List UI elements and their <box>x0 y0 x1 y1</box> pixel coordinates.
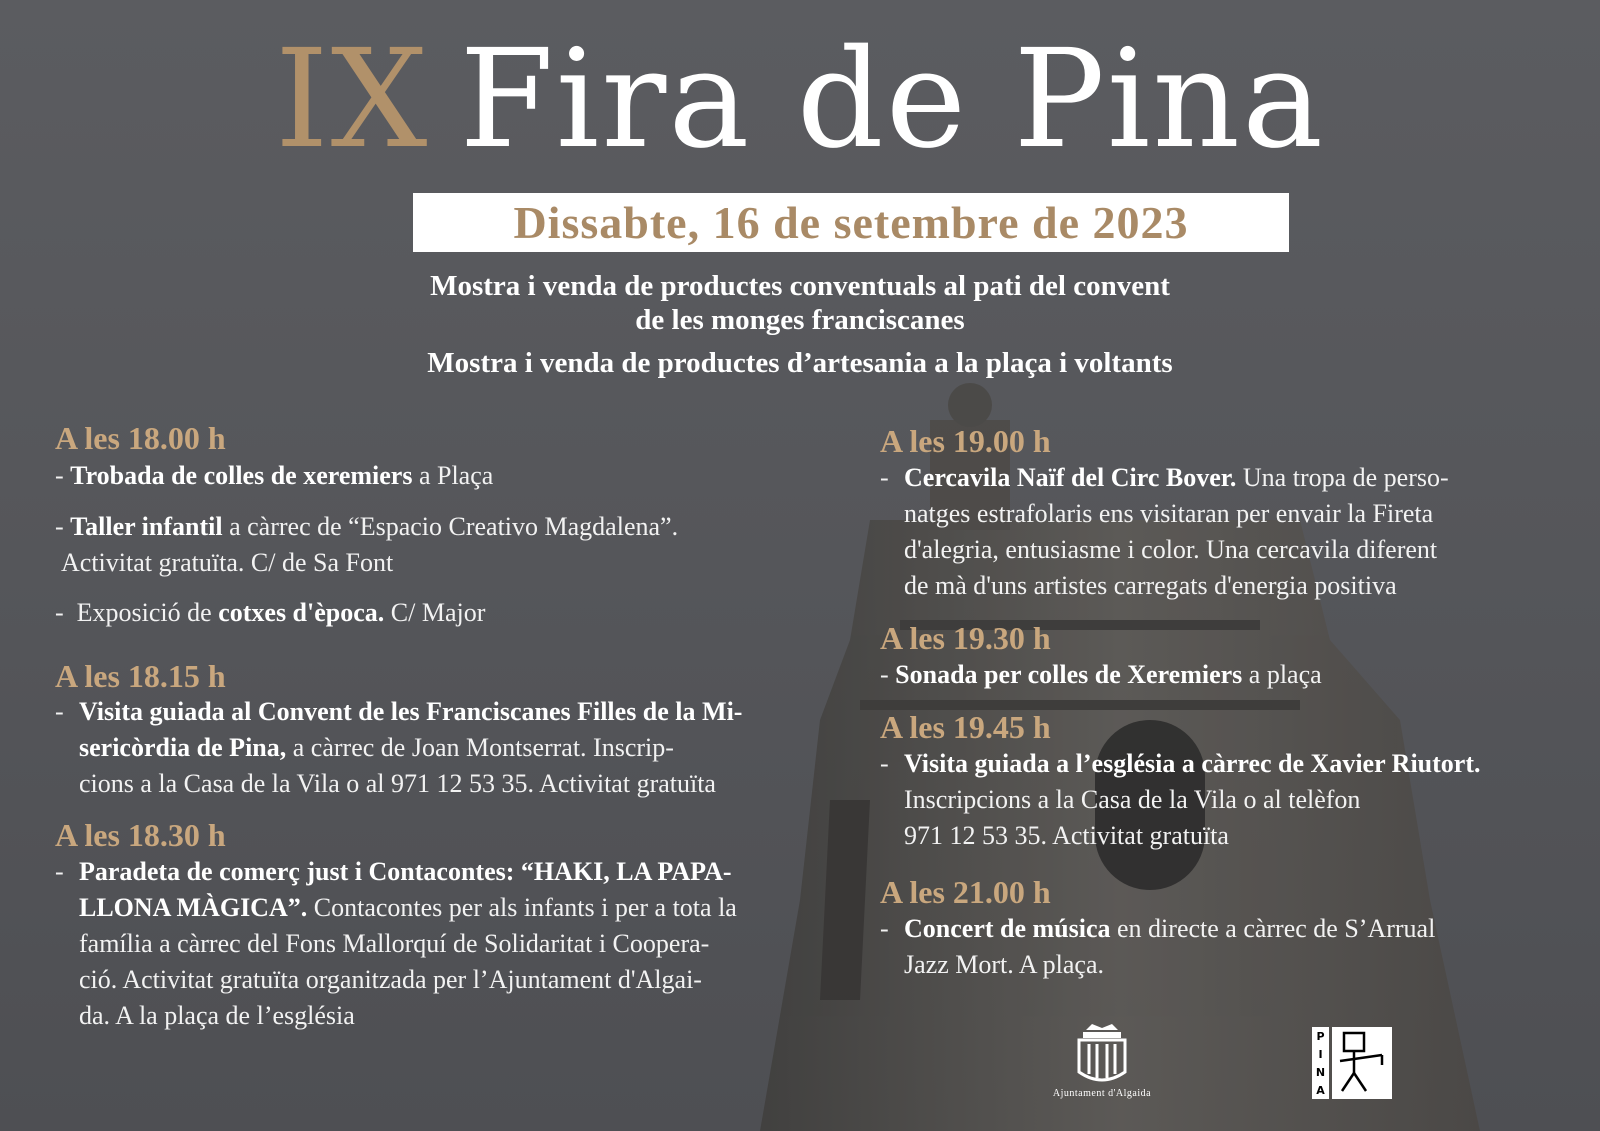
pina-letter: I <box>1318 1047 1323 1061</box>
event-text: Una tropa de perso- <box>1236 463 1449 492</box>
time-header-1930: A les 19.30 h <box>880 620 1051 656</box>
event-text: Exposició de <box>76 598 219 627</box>
event-cercavila <box>880 460 1580 604</box>
pina-letter: A <box>1316 1083 1325 1097</box>
event-text: 971 12 53 35. Activitat gratuïta <box>904 821 1229 850</box>
pina-figure-box <box>1332 1027 1392 1099</box>
intro-line-1a: Mostra i venda de productes conventuals al pati del convent <box>430 270 1170 302</box>
time-header-2100: A les 21.00 h <box>880 874 1051 910</box>
bullet-dash: - <box>55 857 64 886</box>
event-title: Trobada de colles de xeremiers <box>70 461 413 490</box>
event-title: Visita guiada al Convent de les Franciscanes Filles de la Mi- <box>79 697 743 726</box>
bullet-dash: - <box>55 697 64 726</box>
pina-letter: P <box>1316 1029 1325 1043</box>
event-text: a càrrec de Joan Montserrat. Inscrip- <box>286 733 674 762</box>
event-title: Paradeta de comerç just i Contacontes: “HAKI, LA PAPA- <box>79 857 732 886</box>
event-text: C/ Major <box>384 598 486 627</box>
event-title: Concert de música <box>904 914 1111 943</box>
stick-figure-icon <box>1332 1027 1392 1099</box>
event-visita-esglesia <box>880 746 1580 854</box>
time-header-1900: A les 19.00 h <box>880 423 1051 459</box>
time-header-1830: A les 18.30 h <box>55 817 226 853</box>
event-text: a càrrec de “Espacio Creativo Magdalena”. <box>222 512 679 541</box>
event-text: da. A la plaça de l’església <box>79 1001 355 1030</box>
date-banner <box>413 193 1289 252</box>
ajuntament-algaida-logo <box>1037 1022 1167 1102</box>
edition-number: IX <box>274 21 430 179</box>
pina-logo <box>1312 1027 1392 1099</box>
time-header-1800: A les 18.00 h <box>55 420 226 456</box>
pina-vertical-strip <box>1312 1027 1329 1099</box>
bullet-dash: - <box>880 660 889 689</box>
bullet-dash: - <box>55 598 64 627</box>
event-cotxes <box>55 595 815 631</box>
intro-line-1b: de les monges franciscanes <box>635 304 965 336</box>
event-text: natges estrafolaris ens visitaran per envair la Fireta <box>904 499 1434 528</box>
event-title: sericòrdia de Pina, <box>79 733 287 762</box>
fair-name: Fira de Pina <box>459 21 1326 179</box>
event-date: Dissabte, 16 de setembre de 2023 <box>513 197 1189 248</box>
event-visita-convent <box>55 694 835 802</box>
pina-letters <box>1316 1027 1325 1099</box>
event-taller-infantil <box>55 509 815 581</box>
event-text: cions a la Casa de la Vila o al 971 12 53 35. Activitat gratuïta <box>79 769 716 798</box>
event-text: de mà d'uns artistes carregats d'energia positiva <box>904 571 1397 600</box>
intro-line-2: Mostra i venda de productes d’artesania a la plaça i voltants <box>427 347 1173 379</box>
event-title: LLONA MÀGICA”. <box>79 893 308 922</box>
bullet-dash: - <box>55 461 64 490</box>
bullet-dash: - <box>55 512 64 541</box>
poster-title <box>0 20 1600 180</box>
event-xeremiers <box>55 458 815 494</box>
event-text: Contacontes per als infants i per a tota la <box>307 893 737 922</box>
event-sonada <box>880 657 1580 693</box>
event-text: a Plaça <box>412 461 494 490</box>
time-header-1815: A les 18.15 h <box>55 658 226 694</box>
event-text: d'alegria, entusiasme i color. Una cercavila diferent <box>904 535 1438 564</box>
pina-letter: N <box>1315 1065 1326 1079</box>
event-contacontes <box>55 854 835 1034</box>
time-header-1945: A les 19.45 h <box>880 709 1051 745</box>
event-title: Taller infantil <box>70 512 223 541</box>
bullet-dash: - <box>880 463 889 492</box>
event-title: Sonada per colles de Xeremiers <box>895 660 1243 689</box>
event-text: Jazz Mort. A plaça. <box>904 950 1104 979</box>
event-title: Visita guiada a l’església a càrrec de Xavier Riutort. <box>904 749 1481 778</box>
bullet-dash: - <box>880 749 889 778</box>
ajuntament-caption: Ajuntament d'Algaida <box>1052 1088 1152 1099</box>
event-concert <box>880 911 1580 983</box>
event-title: cotxes d'època. <box>218 598 385 627</box>
event-text: a plaça <box>1242 660 1322 689</box>
event-text: ció. Activitat gratuïta organitzada per l’Ajuntament d'Algai- <box>79 965 702 994</box>
event-text: Activitat gratuïta. C/ de Sa Font <box>61 548 394 577</box>
event-text: família a càrrec del Fons Mallorquí de Solidaritat i Coopera- <box>79 929 710 958</box>
bullet-dash: - <box>880 914 889 943</box>
event-text: en directe a càrrec de S’Arrual <box>1110 914 1436 943</box>
event-text: Inscripcions a la Casa de la Vila o al telèfon <box>904 785 1361 814</box>
event-title: Cercavila Naïf del Circ Bover. <box>904 463 1237 492</box>
